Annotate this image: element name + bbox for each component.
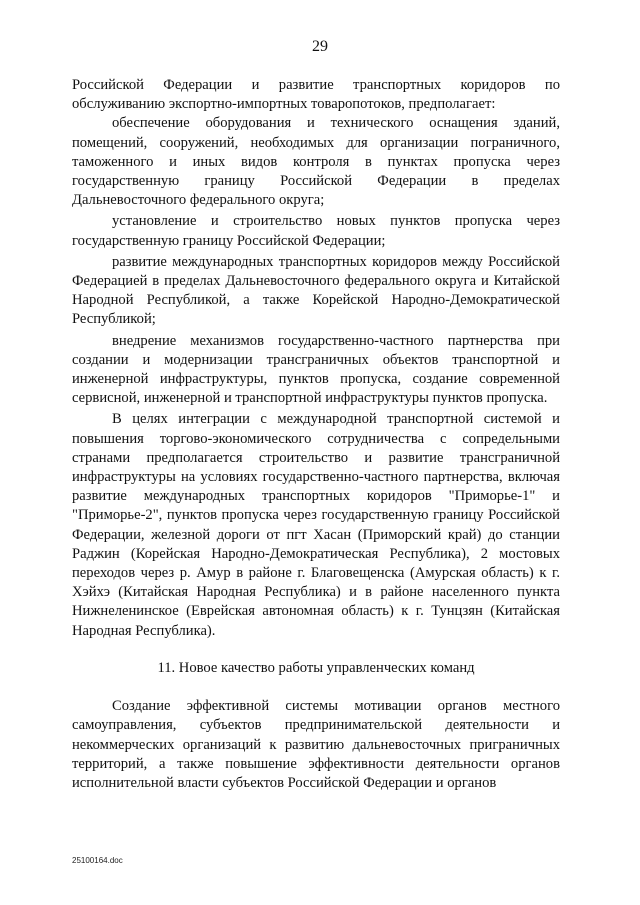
paragraph-integration: В целях интеграции с международной транспортной системой и повышения торгово-экономического сотрудничества с сопредельными странами предполагается строительство и развитие трансграничной инфраструктуры на условиях государственно-частного партнерства, включая развитие международных транспортных коридоров "Приморье-1" и "Приморье-2", пунктов пропуска через государственную границу Российской Федерации, железной дороги от пгт Хасан (Приморский край) до станции Раджин (Корейская Народно-Демократическая Республика), 2 мостовых переходов через р. Амур в районе г. Благовещенска (Амурская область) к г. Хэйхэ (Китайская Народная Республика) и в районе населенного пункта Нижнеленинское (Еврейская автономная область) к г. Тунцзян (Китайская Народная Республика). [72,411,560,639]
paragraph-continuation: Российской Федерации и развитие транспортных коридоров по обслуживанию экспортно-импортных товаропотоков, предполагает: [72,77,560,113]
list-item-new-checkpoints: установление и строительство новых пунктов пропуска через государственную границу Российской Федерации; [72,213,560,249]
section-paragraph: Создание эффективной системы мотивации органов местного самоуправления, субъектов предпринимательской деятельности и некоммерческих организаций к развитию дальневосточных приграничных территорий, а также повышение эффективности деятельности органов исполнительной власти субъектов Российской Федерации и органов [72,698,560,791]
page-number: 29 [312,38,328,55]
list-item-transport-corridors: развитие международных транспортных коридоров между Российской Федерацией в пределах Дальневосточного федерального округа и Китайской Народной Республикой, а также Корейской Народно-Демократической Республикой; [72,253,560,328]
footer-filename: 25100164.doc [72,856,123,865]
list-item-equipment: обеспечение оборудования и технического оснащения зданий, помещений, сооружений, необходимых для организации пограничного, таможенного и иных видов контроля в пунктах пропуска через государственную границу Российской Федерации в пределах Дальневосточного федерального округа; [72,115,560,209]
list-item-public-private-partnership: внедрение механизмов государственно-частного партнерства при создании и модернизации трансграничных объектов транспортной и инженерной инфраструктуры, пунктов пропуска, создание современной сервисной, инженерной и транспортной инфраструктуры пунктов пропуска. [72,332,560,407]
section-heading: 11. Новое качество работы управленческих команд [157,659,475,676]
document-body [72,76,560,793]
